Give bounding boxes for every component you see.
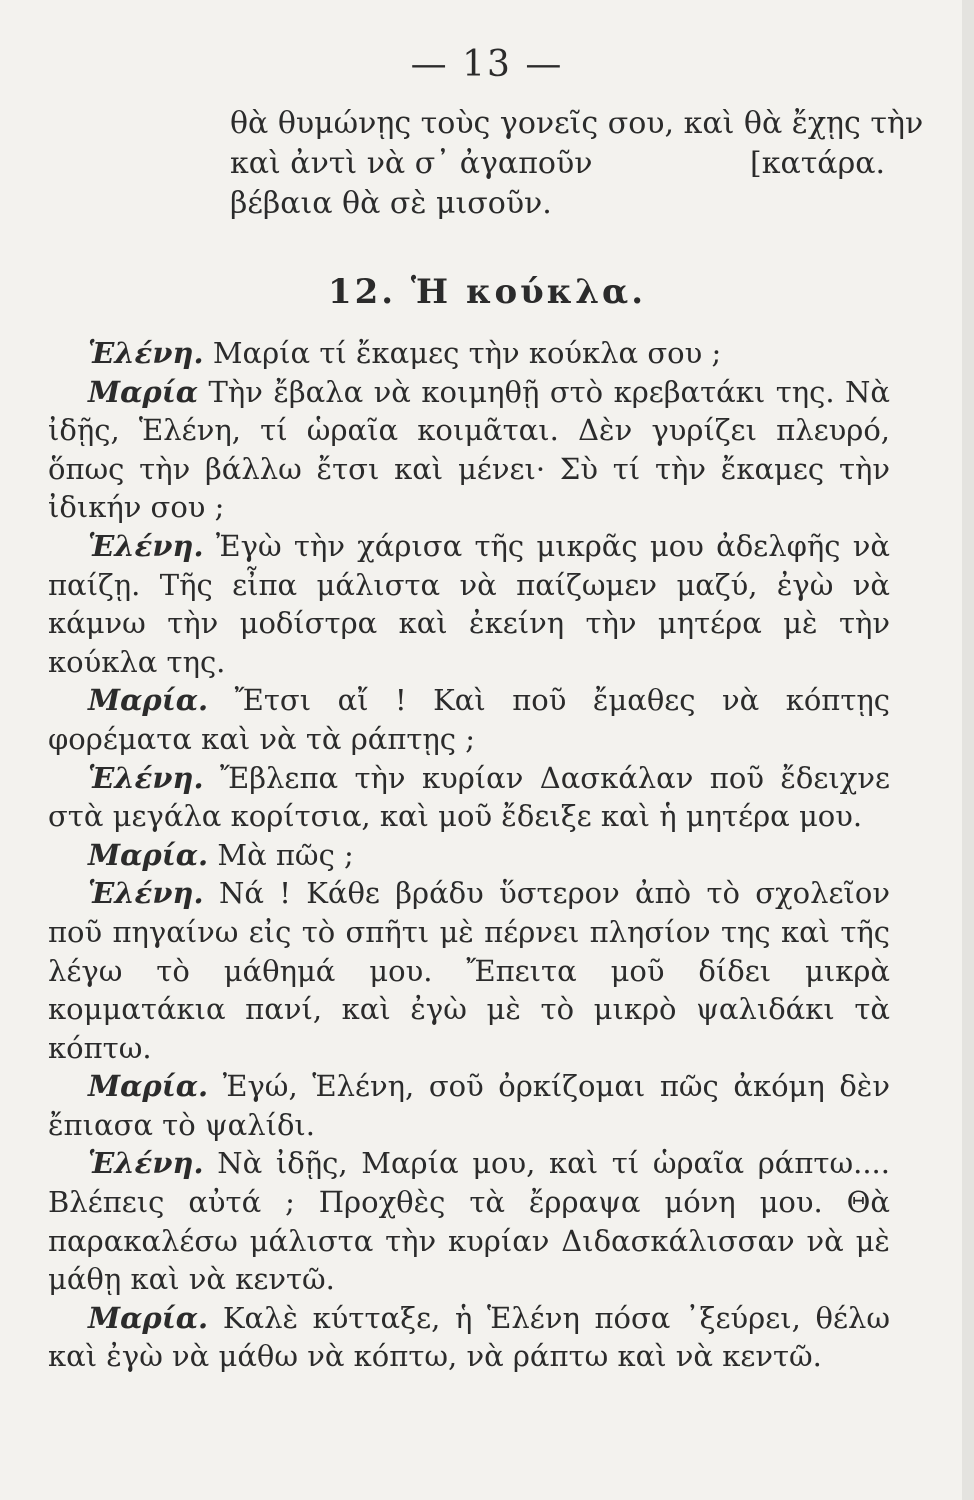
dialogue [48, 334, 890, 1376]
poem-line [230, 184, 880, 224]
dialogue-turn [48, 1144, 890, 1298]
speaker-name: Ἑλένη. [88, 336, 204, 370]
dialogue-turn [48, 759, 890, 836]
speech-text: Ἔτσι αἴ ! Καὶ ποῦ ἔμαθες νὰ κόπτῃς φορέματα καὶ νὰ τὰ ράπτῃς ; [48, 683, 891, 756]
speaker-name: Ἑλένη. [88, 528, 204, 563]
poem-line-text: θὰ θυμώνῃς τοὺς γονεῖς σου, καὶ θὰ ἔχῃς τὴν [230, 106, 924, 141]
dialogue-turn [48, 874, 890, 1067]
dialogue-turn [48, 334, 890, 373]
speaker-name: Μαρία. [88, 683, 209, 718]
poem-stanza [230, 104, 924, 224]
speech-text: Ἐγώ, Ἑλένη, σοῦ ὀρκίζομαι πῶς ἀκόμη δὲν ἔπιασα τὸ ψαλίδι. [48, 1069, 890, 1142]
speaker-name: Μαρία. [88, 1300, 209, 1335]
speaker-name: Μαρία. [88, 1069, 209, 1104]
speech-text: Νὰ ἰδῇς, Μαρία μου, καὶ τί ὡραῖα ράπτω.... Βλέπεις αὐτά ; Προχθὲς τὰ ἔρραψα μόνη μου. Θὰ παρακαλέσω μάλιστα τὴν κυρίαν Διδασκάλισσαν νὰ μὲ μάθῃ καὶ νὰ κεντῶ. [48, 1146, 890, 1297]
speech-text: Ἔβλεπα τὴν κυρίαν Δασκάλαν ποῦ ἔδειχνε στὰ μεγάλα κορίτσια, καὶ μοῦ ἔδειξε καὶ ἡ μητέρα μου. [48, 760, 891, 834]
speaker-name: Ἑλένη. [88, 1146, 204, 1181]
poem-line-text: βέβαια θὰ σὲ μισοῦν. [230, 186, 552, 221]
speech-text: Ἐγὼ τὴν χάρισα τῆς μικρᾶς μου ἀδελφῆς νὰ παίζῃ. Τῆς εἶπα μάλιστα νὰ παίζωμεν μαζύ, ἐγὼ νὰ κάμνω τὴν μοδίστρα καὶ ἐκείνη τὴν μητέρα μὲ τὴν κούκλα της. [48, 528, 890, 679]
poem-line-text: καὶ ἀντὶ νὰ σ᾿ ἀγαποῦν [230, 146, 593, 181]
speech-text: Νά ! Κάθε βράδυ ὕστερον ἀπὸ τὸ σχολεῖον ποῦ πηγαίνω εἰς τὸ σπῆτι μὲ πέρνει πλησίον της καὶ τῆς λέγω τὸ μάθημά μου. Ἔπειτα μοῦ δίδει μικρὰ κομματάκια πανί, καὶ ἐγὼ μὲ τὸ μικρὸ ψαλιδάκι τὰ κόπτω. [48, 876, 890, 1065]
section-title: 12. Ἡ κούκλα. [327, 272, 647, 312]
dialogue-turn [48, 681, 890, 758]
dialogue-turn [48, 836, 890, 875]
speech-text: Μὰ πῶς ; [217, 837, 354, 872]
speaker-name: Μαρία. [88, 837, 209, 872]
dialogue-turn [48, 373, 890, 527]
page-edge-shadow [962, 0, 974, 1500]
speech-text: Καλὲ κύτταξε, ἡ Ἑλένη πόσα ᾽ξεύρει, θέλω καὶ ἐγὼ νὰ μάθω νὰ κόπτω, νὰ ράπτω καὶ νὰ κεντῶ. [48, 1300, 890, 1374]
speech-text: Τὴν ἔβαλα νὰ κοιμηθῇ στὸ κρεβατάκι της. Νὰ ἰδῇς, Ἑλένη, τί ὡραῖα κοιμᾶται. Δὲν γυρίζει πλευρό, ὅπως τὴν βάλλω ἔτσι καὶ μένει· Σὺ τί τὴν ἔκαμες τὴν ἰδικήν σου ; [48, 374, 891, 525]
page-number: — 13 — [410, 44, 564, 85]
poem-line [230, 144, 885, 184]
dialogue-turn [48, 1067, 890, 1144]
speaker-name: Ἑλένη. [88, 876, 204, 911]
dialogue-turn [48, 527, 890, 681]
poem-line [230, 104, 924, 144]
speaker-name: Μαρία [88, 374, 199, 409]
dialogue-turn [48, 1299, 890, 1376]
poem-line-continuation: [κατάρα. [750, 146, 885, 181]
speaker-name: Ἑλένη. [88, 760, 204, 795]
speech-text: Μαρία τί ἔκαμες τὴν κούκλα σου ; [212, 336, 722, 370]
